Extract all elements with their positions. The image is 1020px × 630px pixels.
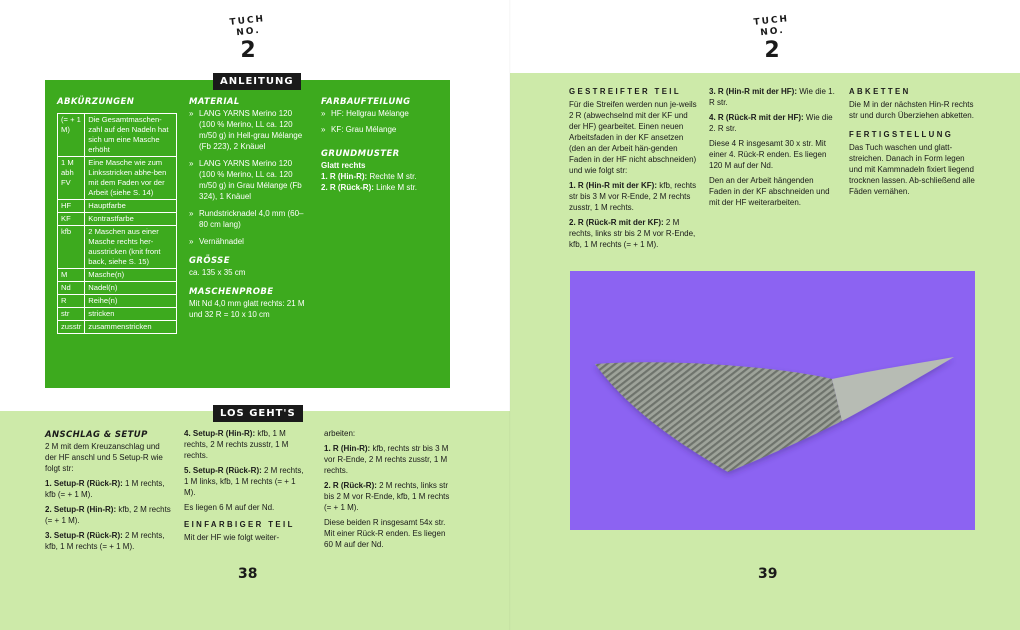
abbr-key: kfb <box>58 226 85 269</box>
abbr-key: HF <box>58 200 85 213</box>
table-row <box>58 213 177 226</box>
step-text: 2 M rechts, links str bis 2 M vor R-Ende, kfb, 1 M rechts (= + 1 M). <box>324 481 450 512</box>
abketten-section <box>849 86 979 201</box>
einfarbiger-heading: EINFARBIGER TEIL <box>184 520 295 529</box>
maschenprobe-text: Mit Nd 4,0 mm glatt rechts: 21 M und 32 R = 10 x 10 cm <box>189 299 305 319</box>
gestreifter-step <box>569 217 697 250</box>
abbr-key: M <box>58 269 85 282</box>
abbr-value: stricken <box>85 308 177 321</box>
tuch-label: TUCH NO. <box>753 14 790 39</box>
list-item: » Rundstricknadel 4,0 mm (60–80 cm lang) <box>189 208 307 230</box>
anschlag-step <box>45 478 173 500</box>
tuch-number: 2 <box>764 38 780 63</box>
groesse-text: ca. 135 x 35 cm <box>189 268 246 277</box>
step-label: 2. R (Rück-R): <box>321 183 374 192</box>
step-label: 5. Setup-R (Rück-R): <box>184 466 262 475</box>
list-item: » LANG YARNS Merino 120 (100 % Merino, LL ca. 120 m/50 g) in Grau Mélange (Fb 324), 1 Knäuel <box>189 158 307 202</box>
step-label: 4. Setup-R (Hin-R): <box>184 429 256 438</box>
einfarbig-note: Diese beiden R insgesamt 54x str. Mit einer Rück-R enden. Es liegen 60 M auf der Nd. <box>324 518 446 549</box>
shawl-striped-part <box>595 362 842 472</box>
grundmuster-heading: GRUNDMUSTER <box>321 149 400 159</box>
setup-step <box>184 428 306 461</box>
shawl-illustration <box>570 271 975 530</box>
step-label: 1. Setup-R (Rück-R): <box>45 479 123 488</box>
step-label: 1. R (Hin-R): <box>321 172 368 181</box>
step-label: 1. R (Hin-R): <box>324 444 371 453</box>
gestreifter-note: Den an der Arbeit hängenden Faden in der KF abschneiden und mit der HF weiterarbeiten. <box>709 176 830 207</box>
abketten-heading: ABKETTEN <box>849 87 911 96</box>
table-row <box>58 308 177 321</box>
step-label: 3. Setup-R (Rück-R): <box>45 531 123 540</box>
grundmuster-line <box>321 182 443 193</box>
maschenprobe-heading: MASCHENPROBE <box>189 287 274 297</box>
step-label: 2. R (Rück-R mit der KF): <box>569 218 664 227</box>
step-label: 2. Setup-R (Hin-R): <box>45 505 117 514</box>
abbreviations-section <box>57 97 177 334</box>
left-tuch-number <box>218 16 278 63</box>
page-number-left: 38 <box>238 566 258 582</box>
step-text: kfb, 1 M rechts, 2 M rechts zusstr, 1 M rechts. <box>184 429 289 460</box>
abbr-value: Nadel(n) <box>85 282 177 295</box>
setup-note: Es liegen 6 M auf der Nd. <box>184 503 275 512</box>
abbreviations-heading: ABKÜRZUNGEN <box>57 97 135 107</box>
table-row <box>58 114 177 157</box>
farbaufteilung-list <box>321 108 443 135</box>
anschlag-intro: 2 M mit dem Kreuzanschlag und der HF anschl und 5 Setup-R wie folgt str: <box>45 442 163 473</box>
page-gutter <box>509 0 511 630</box>
list-item: » LANG YARNS Merino 120 (100 % Merino, LL ca. 120 m/50 g) in Hell-grau Mélange (Fb 223), 2 Knäuel <box>189 108 307 152</box>
einfarbiger-text: Mit der HF wie folgt weiter- <box>184 533 280 542</box>
table-row <box>58 282 177 295</box>
gestreifter-section <box>569 86 697 254</box>
step-text: kfb, 2 M rechts (= + 1 M). <box>45 505 171 525</box>
gestreifter-column-2 <box>709 86 837 212</box>
abbr-key: Nd <box>58 282 85 295</box>
gestreifter-text: Für die Streifen werden nun je-weils 2 R (abwechselnd mit der KF und der HF) gearbeitet. Einen neuen Arbeitsfaden in der KF ansetzen (den an der Arbeit hän-genden Faden in der HF nicht abschneiden) und wie folgt str: <box>569 100 697 175</box>
abbr-value: Kontrastfarbe <box>85 213 177 226</box>
tuch-label: TUCH NO. <box>229 14 266 39</box>
material-heading: MATERIAL <box>189 97 240 107</box>
abbr-value: Eine Masche wie zum Linksstricken abhe-ben mit dem Faden vor der Arbeit (siehe S. 14) <box>85 157 177 200</box>
step-text: Rechte M str. <box>367 172 417 181</box>
list-item: » HF: Hellgrau Mélange <box>321 108 443 119</box>
abketten-text: Die M in der nächsten Hin-R rechts str und durch Überziehen abketten. <box>849 100 974 120</box>
anleitung-tag: ANLEITUNG <box>213 73 301 90</box>
abbr-key: R <box>58 295 85 308</box>
fertigstellung-text: Das Tuch waschen und glatt-streichen. Danach in Form legen und mit Kammnadeln fixiert liegend trocknen lassen. Ab-schließend alle Fäden vernähen. <box>849 143 975 196</box>
anschlag-step <box>45 530 173 552</box>
gestreifter-step <box>709 112 837 134</box>
table-row <box>58 200 177 213</box>
farbaufteilung-section <box>321 97 443 193</box>
gestreifter-step <box>709 86 837 108</box>
step-label: 2. R (Rück-R): <box>324 481 377 490</box>
step-text: 1 M rechts, kfb (= + 1 M). <box>45 479 165 499</box>
right-tuch-number <box>742 16 802 63</box>
abbr-key: zusstr <box>58 321 85 334</box>
abbr-key: (= + 1 M) <box>58 114 85 157</box>
step-label: 4. R (Rück-R mit der HF): <box>709 113 804 122</box>
anschlag-step <box>45 504 173 526</box>
abbr-value: Masche(n) <box>85 269 177 282</box>
abbr-value: Reihe(n) <box>85 295 177 308</box>
einfarbig-intro: arbeiten: <box>324 429 356 438</box>
list-item: » Vernähnadel <box>189 236 307 247</box>
step-label: 3. R (Hin-R mit der HF): <box>709 87 797 96</box>
gestreifter-heading: GESTREIFTER TEIL <box>569 87 682 96</box>
grundmuster-subheading: Glatt rechts <box>321 161 366 170</box>
grundmuster-line <box>321 171 443 182</box>
shawl-photo <box>570 271 975 530</box>
list-item: » KF: Grau Mélange <box>321 124 443 135</box>
abbr-value: zusammenstricken <box>85 321 177 334</box>
abbr-key: 1 M abh FV <box>58 157 85 200</box>
step-text: Wie die 1. R str. <box>709 87 835 107</box>
step-text: Wie die 2. R str. <box>709 113 833 133</box>
einfarbig-step <box>324 480 452 513</box>
einfarbig-column-3 <box>324 428 452 554</box>
step-text: Linke M str. <box>373 183 418 192</box>
abbr-value: Die Gesamtmaschen-zahl auf den Nadeln hat sich um eine Masche erhöht <box>85 114 177 157</box>
step-text: kfb, rechts str bis 3 M vor R-Ende, 2 M rechts zusstr, 1 M rechts. <box>569 181 697 212</box>
abbr-key: str <box>58 308 85 321</box>
groesse-heading: GRÖSSE <box>189 256 230 266</box>
step-label: 1. R (Hin-R mit der KF): <box>569 181 657 190</box>
abbreviations-table <box>57 113 177 334</box>
shawl-plain-part <box>832 357 954 421</box>
tuch-number: 2 <box>240 38 256 63</box>
step-text: 2 M rechts, 1 M links, kfb, 1 M rechts (= + 1 M). <box>184 466 304 497</box>
anschlag-heading: ANSCHLAG & SETUP <box>45 430 148 440</box>
los-gehts-tag: LOS GEHT'S <box>213 405 303 422</box>
step-text: 2 M rechts, links str bis 2 M vor R-Ende, kfb, 1 M rechts (= + 1 M). <box>569 218 696 249</box>
abbr-value: Hauptfarbe <box>85 200 177 213</box>
table-row <box>58 226 177 269</box>
fertigstellung-heading: FERTIGSTELLUNG <box>849 130 954 139</box>
table-row <box>58 295 177 308</box>
abbr-value: 2 Maschen aus einer Masche rechts her-ausstricken (knit front back, siehe S. 15) <box>85 226 177 269</box>
abbr-key: KF <box>58 213 85 226</box>
step-text: 2 M rechts, kfb, 1 M rechts (= + 1 M). <box>45 531 165 551</box>
table-row <box>58 321 177 334</box>
setup-step <box>184 465 306 498</box>
anschlag-section <box>45 430 173 556</box>
material-section <box>189 97 307 324</box>
step-text: kfb, rechts str bis 3 M vor R-Ende, 2 M rechts zusstr, 1 M rechts. <box>324 444 449 475</box>
table-row <box>58 157 177 200</box>
einfarbig-step <box>324 443 452 476</box>
page-number-right: 39 <box>758 566 778 582</box>
gestreifter-note: Diese 4 R insgesamt 30 x str. Mit einer 4. Rück-R enden. Es liegen 120 M auf der Nd. <box>709 139 827 170</box>
farbaufteilung-heading: FARBAUFTEILUNG <box>321 97 411 107</box>
gestreifter-step <box>569 180 697 213</box>
material-list <box>189 108 307 247</box>
table-row <box>58 269 177 282</box>
setup-column-2 <box>184 428 306 547</box>
